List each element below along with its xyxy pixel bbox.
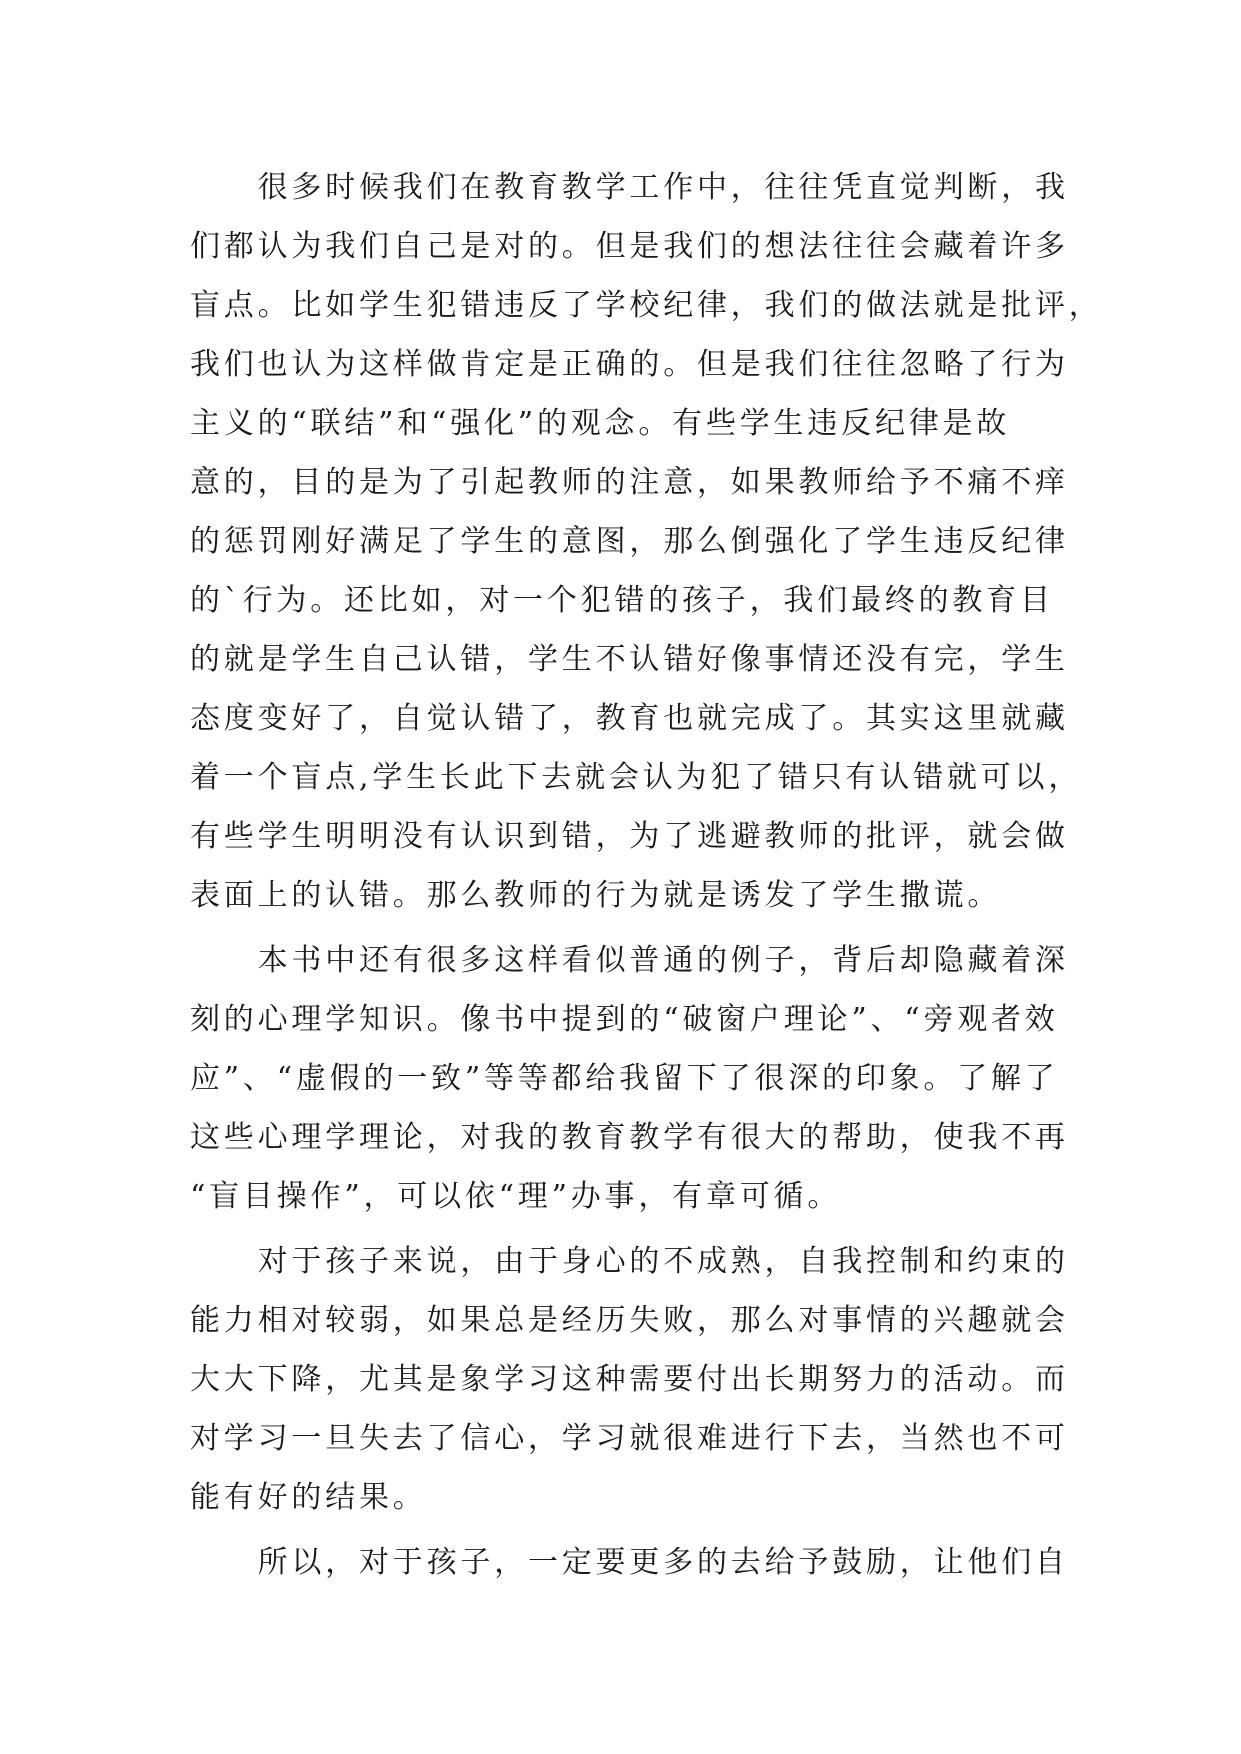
text-line: 的就是学生自己认错，学生不认错好像事情还没有完，学生 (190, 642, 1069, 677)
text-line: 着一个盲点,学生长此下去就会认为犯了错只有认错就可以， (190, 760, 1083, 795)
text-line: 态度变好了，自觉认错了，教育也就完成了。其实这里就藏 (190, 701, 1069, 736)
text-line: 刻的心理学知识。像书中提到的“破窗户理论”、“旁观者效 (190, 1002, 1059, 1037)
text-line: 能有好的结果。 (190, 1480, 427, 1515)
text-line: 表面上的认错。那么教师的行为就是诱发了学生撒谎。 (190, 878, 1002, 913)
text-line: 大大下降，尤其是象学习这种需要付出长期努力的活动。而 (190, 1362, 1069, 1397)
text-line: 的`行为。还比如，对一个犯错的孩子，我们最终的教育目 (190, 583, 1054, 618)
text-line: 很多时候我们在教育教学工作中，往往凭直觉判断，我 (190, 170, 1069, 205)
text-line: 意的，目的是为了引起教师的注意，如果教师给予不痛不痒 (190, 465, 1069, 500)
text-line: 所以，对于孩子，一定要更多的去给予鼓励，让他们自 (190, 1545, 1069, 1580)
text-line: 本书中还有很多这样看似普通的例子，背后却隐藏着深 (190, 943, 1069, 978)
text-line: 能力相对较弱，如果总是经历失败，那么对事情的兴趣就会 (190, 1303, 1069, 1338)
paragraph-2 (190, 931, 1070, 1226)
paragraph-3 (190, 1232, 1070, 1527)
text-line: 对学习一旦失去了信心，学习就很难进行下去，当然也不可 (190, 1421, 1069, 1456)
text-line: 应”、“虚假的一致”等等都给我留下了很深的印象。了解了 (190, 1061, 1059, 1096)
paragraph-4 (190, 1533, 1070, 1592)
text-line: 这些心理学理论，对我的教育教学有很大的帮助，使我不再 (190, 1120, 1069, 1155)
text-line: 的惩罚刚好满足了学生的意图，那么倒强化了学生违反纪律 (190, 524, 1069, 559)
text-line: 对于孩子来说，由于身心的不成熟，自我控制和约束的 (190, 1244, 1069, 1279)
text-line: 我们也认为这样做肯定是正确的。但是我们往往忽略了行为 (190, 347, 1069, 382)
text-line: 有些学生明明没有认识到错，为了逃避教师的批评，就会做 (190, 819, 1069, 854)
text-line: 盲点。比如学生犯错违反了学校纪律，我们的做法就是批评， (190, 288, 1103, 323)
text-line: 们都认为我们自己是对的。但是我们的想法往往会藏着许多 (190, 229, 1069, 264)
document-body (190, 158, 1103, 1592)
text-line: 主义的“联结”和“强化”的观念。有些学生违反纪律是故 (190, 406, 1011, 441)
text-line: “盲目操作”，可以依“理”办事，有章可循。 (190, 1179, 842, 1214)
paragraph-1 (190, 158, 1103, 925)
